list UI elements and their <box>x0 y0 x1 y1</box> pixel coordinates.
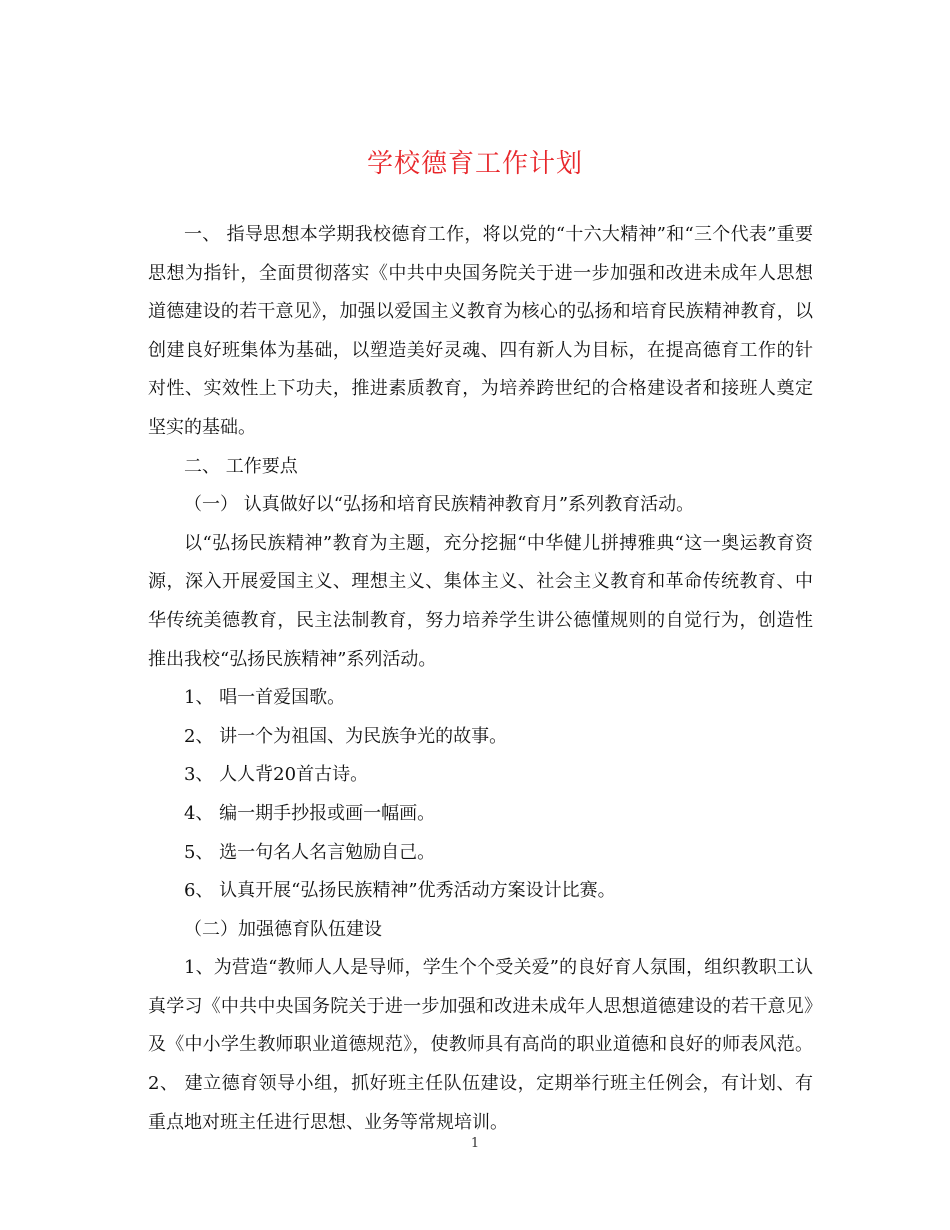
document-title: 学校德育工作计划 <box>366 149 583 179</box>
subheading-moral-team: （二）加强德育队伍建设 <box>184 918 382 940</box>
list-item-3: 3、 人人背20首古诗。 <box>184 764 369 786</box>
document-body <box>148 216 813 1142</box>
heading-work-points: 二、 工作要点 <box>184 455 298 477</box>
list-item-4: 4、 编一期手抄报或画一幅画。 <box>184 802 436 824</box>
paragraph-guiding-ideology: 一、 指导思想本学期我校德育工作，将以党的“十六大精神”和“三个代表”重要思想为指针，全面贯彻落实《中共中央国务院关于进一步加强和改进未成年人思想道德建设的若干意见》，加强以爱国主义教育为核心的弘扬和培育民族精神教育，以创建良好班集体为基础，以塑造美好灵魂、四有新人为目标，在提高德育工作的针对性、实效性上下功夫，推进素质教育，为培养跨世纪的合格建设者和接班人奠定坚实的基础。 <box>148 224 813 438</box>
subheading-national-spirit-month: （一） 认真做好以“弘扬和培育民族精神教育月”系列教育活动。 <box>184 494 695 516</box>
paragraph-moral-team-details: 1、为营造“教师人人是导师，学生个个受关爱”的良好育人氛围，组织教职工认真学习《中共中央国务院关于进一步加强和改进未成年人思想道德建设的若干意见》及《中小学生教师职业道德规范》，使教师具有高尚的职业道德和良好的师表风范。 2、 建立德育领导小组，抓好班主任队伍建设，定期举行班主任例会，有计划、有重点地对班主任进行思想、业务等常规培训。 <box>148 957 813 1133</box>
list-item-1: 1、 唱一首爱国歌。 <box>184 687 346 709</box>
paragraph-national-spirit-theme: 以“弘扬民族精神”教育为主题，充分挖掘“中华健儿拼搏雅典“这一奥运教育资源，深入开展爱国主义、理想主义、集体主义、社会主义教育和革命传统教育、中华传统美德教育，民主法制教育，努力培养学生讲公德懂规则的自觉行为，创造性推出我校“弘扬民族精神”系列活动。 <box>148 532 813 670</box>
list-item-2: 2、 讲一个为祖国、为民族争光的故事。 <box>184 725 508 747</box>
list-item-5: 5、 选一句名人名言勉励自己。 <box>184 841 436 863</box>
page-number: 1 <box>470 1136 480 1151</box>
list-item-6: 6、 认真开展“弘扬民族精神”优秀活动方案设计比赛。 <box>184 880 616 902</box>
